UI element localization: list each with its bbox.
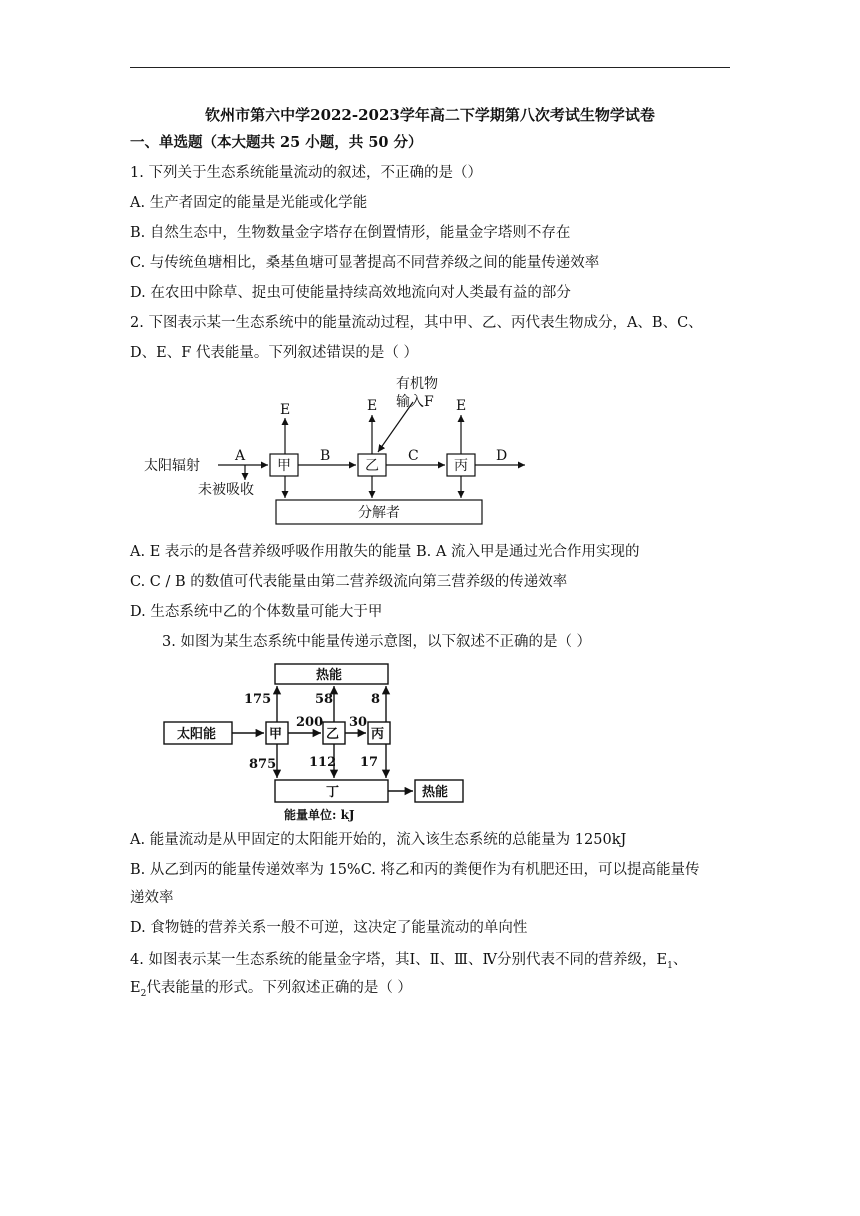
q1-option-c: C. 与传统鱼塘相比，桑基鱼塘可显著提高不同营养级之间的能量传递效率 bbox=[130, 255, 600, 271]
q2-option-c: C. C / B 的数值可代表能量由第二营养级流向第三营养级的传递效率 bbox=[130, 574, 568, 590]
q3-stem: 3. 如图为某生态系统中能量传递示意图，以下叙述不正确的是（ ） bbox=[162, 634, 592, 650]
q3-option-a: A. 能量流动是从甲固定的太阳能开始的，流入该生态系统的总能量为 1250kJ bbox=[130, 832, 627, 848]
q2-options-ab: A. E 表示的是各营养级呼吸作用散失的能量 B. A 流入甲是通过光合作用实现的 bbox=[130, 544, 640, 560]
q2-energy-flow-diagram bbox=[140, 372, 540, 532]
value-112: 112 bbox=[309, 755, 337, 770]
value-875: 875 bbox=[249, 757, 277, 772]
value-175: 175 bbox=[244, 692, 272, 707]
value-58: 58 bbox=[315, 692, 334, 707]
decomposer-label: 分解者 bbox=[358, 505, 400, 521]
q3-option-d: D. 食物链的营养关系一般不可逆，这决定了能量流动的单向性 bbox=[130, 920, 528, 936]
q3-option-c-cont: 递效率 bbox=[130, 890, 174, 906]
sun-radiation-label: 太阳辐射 bbox=[144, 458, 200, 474]
q3-option-bc: B. 从乙到丙的能量传递效率为 15%C. 将乙和丙的粪便作为有机肥还田，可以提高能量传 bbox=[130, 862, 700, 878]
flow-e-label-2: E bbox=[367, 398, 378, 414]
flow-e-label-1: E bbox=[280, 402, 291, 418]
q4-stem-text-2: 代表能量的形式。下列叙述正确的是（ ） bbox=[146, 980, 412, 996]
q4-e2-prefix: E bbox=[130, 980, 141, 996]
q4-stem-comma: 、 bbox=[672, 952, 688, 968]
jia-label: 甲 bbox=[269, 727, 283, 742]
unabsorbed-label: 未被吸收 bbox=[198, 482, 254, 498]
q2-option-d: D. 生态系统中乙的个体数量可能大于甲 bbox=[130, 604, 383, 620]
flow-d-label: D bbox=[496, 448, 508, 464]
exam-title: 钦州市第六中学2022-2023学年高二下学期第八次考试生物学试卷 bbox=[205, 106, 655, 124]
q4-stem-line2 bbox=[130, 978, 412, 1004]
organic-input-label-1: 有机物 bbox=[396, 376, 438, 392]
heat-top-label: 热能 bbox=[316, 668, 343, 683]
q4-subscript-1: 1 bbox=[667, 960, 673, 971]
section-heading: 一、单选题（本大题共 25 小题，共 50 分） bbox=[130, 134, 423, 151]
flow-a-label: A bbox=[235, 448, 246, 464]
q1-option-a: A. 生产者固定的能量是光能或化学能 bbox=[130, 195, 368, 211]
flow-c-label: C bbox=[408, 448, 419, 464]
q1-option-b: B. 自然生态中，生物数量金字塔存在倒置情形，能量金字塔则不存在 bbox=[130, 225, 571, 241]
flow-b-label: B bbox=[320, 448, 331, 464]
yi-label: 乙 bbox=[365, 458, 379, 474]
yi-label: 乙 bbox=[326, 727, 340, 742]
sun-energy-label: 太阳能 bbox=[177, 727, 217, 742]
q1-stem: 1. 下列关于生态系统能量流动的叙述，不正确的是（） bbox=[130, 165, 482, 181]
bing-label: 丙 bbox=[371, 727, 385, 742]
value-8: 8 bbox=[371, 692, 381, 707]
q3-energy-transfer-diagram bbox=[160, 660, 480, 825]
flow-e-label-3: E bbox=[456, 398, 467, 414]
value-200: 200 bbox=[296, 715, 324, 730]
energy-unit-label: 能量单位: kJ bbox=[284, 808, 355, 822]
header-rule bbox=[130, 67, 730, 68]
jia-label: 甲 bbox=[277, 458, 291, 474]
bing-label: 丙 bbox=[454, 458, 468, 474]
q2-stem-line2: D、E、F 代表能量。下列叙述错误的是（ ） bbox=[130, 345, 418, 361]
q4-stem-line1 bbox=[130, 950, 687, 976]
value-17: 17 bbox=[360, 755, 379, 770]
q4-stem-text: 4. 如图表示某一生态系统的能量金字塔，其Ⅰ、Ⅱ、Ⅲ、Ⅳ分别代表不同的营养级，E bbox=[130, 952, 668, 968]
ding-label: 丁 bbox=[326, 785, 340, 800]
heat-right-label: 热能 bbox=[422, 785, 449, 800]
q4-subscript-2: 2 bbox=[140, 988, 147, 999]
q2-stem-line1: 2. 下图表示某一生态系统中的能量流动过程，其中甲、乙、丙代表生物成分，A、B、C、 bbox=[130, 315, 703, 331]
organic-input-label-2: 输入F bbox=[396, 394, 434, 410]
value-30: 30 bbox=[349, 715, 368, 730]
q1-option-d: D. 在农田中除草、捉虫可使能量持续高效地流向对人类最有益的部分 bbox=[130, 285, 571, 301]
